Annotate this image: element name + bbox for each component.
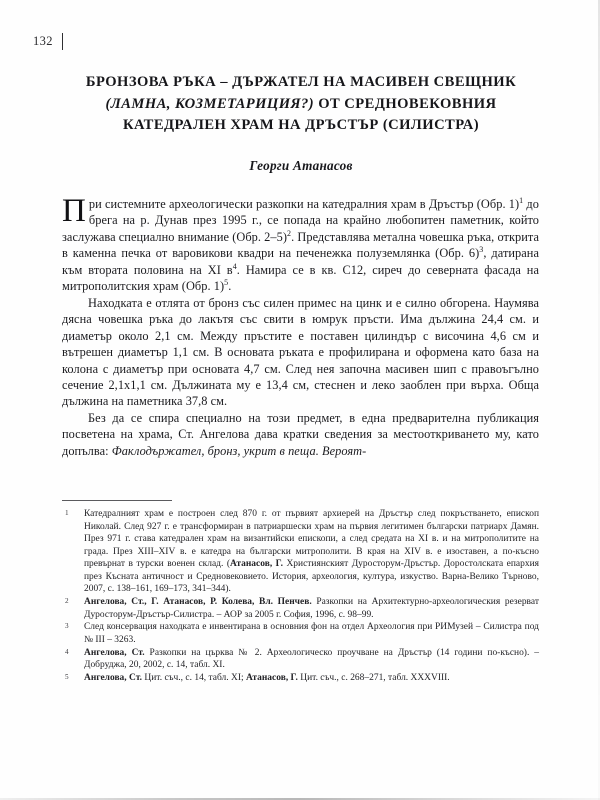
title-line-2-rest: ОТ СРЕДНОВЕКОВНИЯ: [314, 95, 497, 112]
footnote-citation-author: Атанасов, Г.: [230, 559, 283, 570]
title-line-1: БРОНЗОВА РЪКА – ДЪРЖАТЕЛ НА МАСИВЕН СВЕЩНИК: [85, 74, 517, 90]
para1-text-a: ри системните археологически разкопки на катедралния храм в Дръстър (Обр. 1): [88, 197, 520, 211]
footnote-marker[interactable]: 1: [65, 509, 69, 518]
page-title: [56, 72, 546, 137]
footnote-marker[interactable]: 2: [65, 597, 69, 606]
footnote-citation-text: Цит. съч., с. 268–271, табл. XXXVIII.: [297, 673, 450, 684]
title-line-3: КАТЕДРАЛЕН ХРАМ НА ДРЪСТЪР (СИЛИСТРА): [122, 117, 480, 133]
footnote-marker[interactable]: 4: [65, 647, 69, 656]
body-text-column: [62, 193, 539, 459]
footnote-item: [62, 621, 539, 646]
para1-text-e: . Намира се в кв. С12, сиреч до северната фасада на митрополитския храм (Обр. 1): [62, 262, 539, 294]
folio: [33, 33, 63, 50]
footnote-ref-3[interactable]: 3: [479, 245, 484, 255]
footnote-item: [62, 596, 539, 621]
body-paragraph-2: Находката е отлята от бронз със силен примес на цинк и е силно обгорена. Наумява дясна човешка ръка до лакътя със свити в юмрук пръсти. Има дължина 24,4 см. и диаметър около 2,1 см. Между пръстите е поставен цилиндър с височина 4,6 см и вътрешен диаметър 1,1 см. В основата ръката е профилирана и оформена като база на колона с диаметър при основата 4,7 см. След нея започна масивен шип с правоъгълно сечение 2,1х1,1 см. Дължината му е 13,4 см, стеснен и леко заоблен при върха. Обща дължина на паметника 37,8 см.: [62, 295, 539, 409]
footnote-item: [62, 672, 539, 684]
para1-text-c: . Представлява метална човешка ръка, открита в каменна печка от варовикови квадри на печенежка полуземлянка (Обр. 6): [62, 229, 539, 261]
page-number: 132: [33, 34, 53, 49]
footnote-citation-author: Ангелова, Ст., Г. Атанасов, Р. Колева, Вл. Пенчев.: [84, 597, 312, 608]
footnote-marker[interactable]: 5: [65, 673, 69, 682]
body-paragraph-1: [62, 193, 539, 295]
footnote-text: [84, 597, 539, 619]
footnote-ref-1[interactable]: 1: [519, 195, 524, 205]
footnote-citation-text: Християнският Дуросторум-Дръстър. Доростолската епархия през Късната античност и Средновековието. История, археология, култура, изкуство. Варна-Велико Търново, 2007, с. 138–161, 169–173, 341–344).: [84, 559, 539, 595]
footnote-item: [62, 647, 539, 672]
folio-rule-divider: [62, 33, 64, 50]
footnote-text: [84, 509, 539, 594]
footnote-citation-text: Разкопки на църква № 2. Археологическо проучване на Дръстър (14 години по-късно). – Добруджа, 20, 2002, с. 14, табл. XI.: [84, 647, 539, 671]
footnote-citation-author: Ангелова, Ст.: [84, 647, 145, 658]
footnote-citation-text: Цит. съч., с. 14, табл. XI;: [142, 673, 246, 684]
drop-cap: П: [62, 193, 86, 229]
footnote-list: [62, 508, 539, 684]
footnote-text: [84, 622, 539, 644]
footnote-ref-4[interactable]: 4: [232, 261, 237, 271]
para3-quote-italic: Факлодържател, бронз, укрит в пеща. Вероят-: [111, 443, 367, 458]
footnote-citation-text: Разкопки на Архитектурно-археологическия резерват Дуросторум-Дръстър-Силистра. – АОР за 2005 г. София, 1996, с. 98–99.: [84, 597, 539, 620]
footnote-separator-rule: [62, 500, 172, 501]
title-line-2-italic: (ЛАМНА, КОЗМЕТАРИЦИЯ?): [105, 95, 315, 112]
footnote-marker[interactable]: 3: [65, 622, 69, 631]
para1-text-d: , датирана към втората половина на XI в: [62, 246, 539, 277]
footnote-ref-5[interactable]: 5: [224, 278, 229, 288]
para3-text: Без да се спира специално на този предмет, в една предварителна публикация посветена на храма, Ст. Ангелова дава кратки сведения за местооткриването му, като допълва:: [62, 410, 539, 458]
footnote-citation-text: След консервация находката е инвентирана в основния фон на отдел Археология при РИМузей – Силистра под № III – 3263.: [84, 622, 539, 645]
body-paragraph-3: [62, 410, 539, 459]
title-block: [56, 72, 546, 174]
footnote-citation-author: Ангелова, Ст.: [84, 673, 143, 684]
author-name: Георги Атанасов: [249, 157, 353, 173]
footnote-citation-author: Атанасов, Г.: [246, 673, 298, 684]
para1-text-f: .: [228, 279, 232, 294]
footnote-text: [84, 673, 450, 683]
para1-text-b: до брега на р. Дунав през 1995 г., се попада на крайно любопитен паметник, който заслужава специално внимание (Обр. 2–5): [62, 197, 539, 244]
footnote-item: [62, 508, 539, 595]
footnote-text: [84, 648, 539, 670]
footnote-ref-2[interactable]: 2: [287, 228, 292, 238]
footnote-citation-text: Катедралният храм е построен след 870 г. от първият архиерей на Дръстър след покръстването, епископ Николай. След 927 г. е трансформиран в патриаршески храм на първия легитимен български патриарх Дамян. През 971 г. става катедрален храм на византийски епископи, а след средата на XI в. и на митрополитите на града. През XIII–XIV в. е катедра на български митрополити. В края на XIV в. е изоставен, а по-късно превърнат в турски военен склад. (: [84, 509, 539, 570]
footnote-area: [62, 500, 539, 685]
